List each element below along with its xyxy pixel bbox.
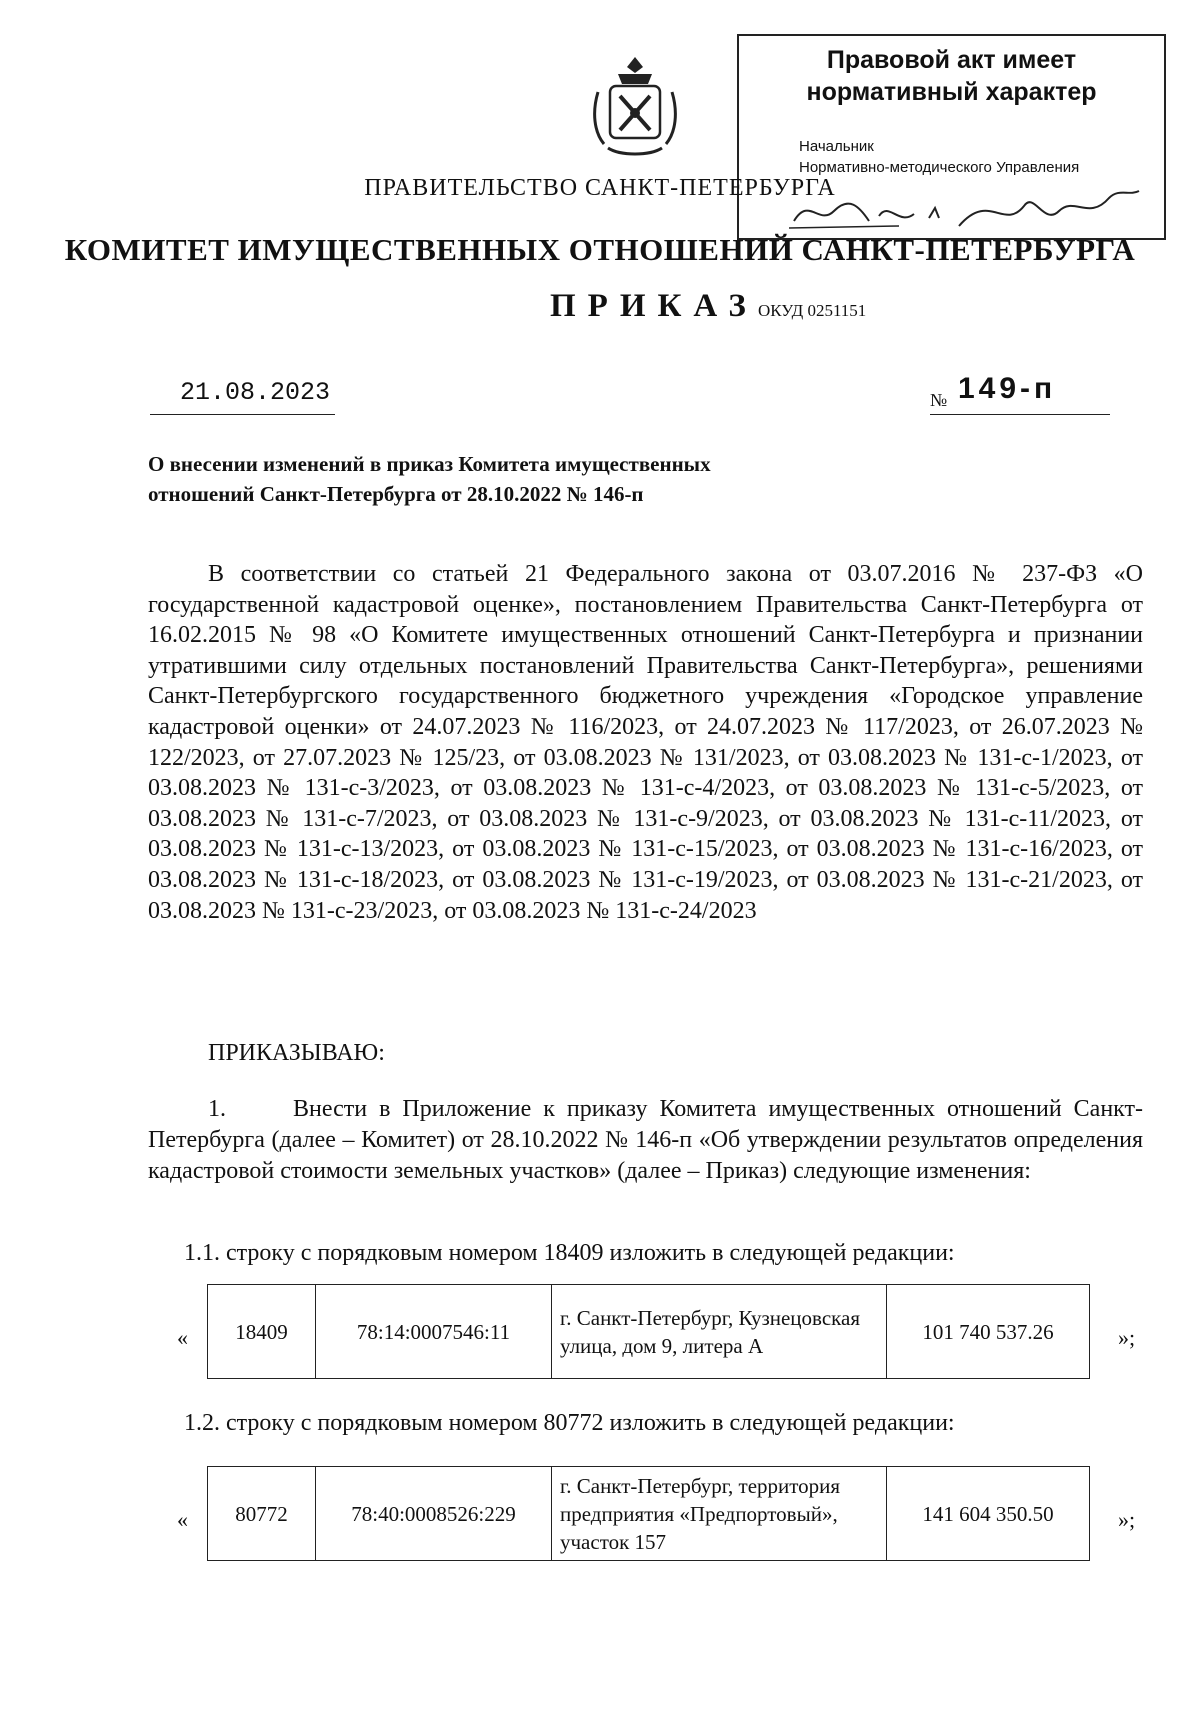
amendment-row-table [207,1466,1090,1561]
stamp-department: Нормативно-методического Управления [799,159,1080,176]
stamp-position: Начальник [799,138,874,155]
document-type: ПРИКАЗ [550,288,758,324]
order-number: 149-п [958,372,1057,405]
row-close-quote: »; [1118,1325,1136,1350]
normative-stamp [737,34,1166,240]
subitem-1-1: 1.1. строку с порядковым номером 18409 изложить в следующей редакции: [184,1240,955,1266]
row-index: 18409 [208,1285,316,1379]
row-cadastral-value: 101 740 537.26 [887,1285,1090,1379]
row-address: г. Санкт-Петербург, Кузнецовская улица, дом 9, литера А [552,1285,887,1379]
item-text: Внести в Приложение к приказу Комитета имущественных отношений Санкт-Петербурга (далее – Комитет) от 28.10.2022 № 146-п «Об утверждении результатов определения кадастровой стоимости земельных участков» (далее – Приказ) следующие изменения: [148,1096,1143,1184]
subitem-1-2: 1.2. строку с порядковым номером 80772 изложить в следующей редакции: [184,1410,955,1436]
coat-of-arms-emblem [590,52,680,162]
stamp-signatory [799,136,1079,178]
number-underline [930,414,1110,415]
government-heading: ПРАВИТЕЛЬСТВО САНКТ-ПЕТЕРБУРГА [364,175,836,201]
order-directive: ПРИКАЗЫВАЮ: [208,1040,385,1066]
committee-heading: КОМИТЕТ ИМУЩЕСТВЕННЫХ ОТНОШЕНИЙ САНКТ-ПЕТЕРБУРГА [64,232,1136,267]
order-item-1 [148,1094,1143,1187]
row-address: г. Санкт-Петербург, территория предприятия «Предпортовый», участок 157 [552,1467,887,1561]
date-underline [150,414,335,415]
okud-code: ОКУД 0251151 [758,301,867,320]
row-cadastral-number: 78:40:0008526:229 [316,1467,552,1561]
row-cadastral-value: 141 604 350.50 [887,1467,1090,1561]
table-row [208,1285,1090,1379]
order-date: 21.08.2023 [180,378,331,407]
item-number: 1. [208,1096,226,1122]
table-row [208,1467,1090,1561]
row-close-quote: »; [1118,1507,1136,1532]
row-open-quote: « [177,1507,188,1532]
stamp-title: Правовой акт имеет нормативный характер [806,46,1097,106]
row-index: 80772 [208,1467,316,1561]
row-open-quote: « [177,1325,188,1350]
row-cadastral-number: 78:14:0007546:11 [316,1285,552,1379]
amendment-row-table [207,1284,1090,1379]
preamble-paragraph: В соответствии со статьей 21 Федерального закона от 03.07.2016 № 237-ФЗ «О государственной кадастровой оценке», постановлением Правительства Санкт-Петербурга от 16.02.2015 № 98 «О Комитете имущественных отношений Санкт-Петербурга и признании утратившими силу отдельных постановлений Правительства Санкт-Петербурга», решениями Санкт-Петербургского государственного бюджетного учреждения «Городское управление кадастровой оценки» от 24.07.2023 № 116/2023, от 24.07.2023 № 117/2023, от 26.07.2023 № 122/2023, от 27.07.2023 № 125/23, от 03.08.2023 № 131/2023, от 03.08.2023 № 131-с-1/2023, от 03.08.2023 № 131-с-3/2023, от 03.08.2023 № 131-с-4/2023, от 03.08.2023 № 131-с-5/2023, от 03.08.2023 № 131-с-7/2023, от 03.08.2023 № 131-с-9/2023, от 03.08.2023 № 131-с-11/2023, от 03.08.2023 № 131-с-13/2023, от 03.08.2023 № 131-с-15/2023, от 03.08.2023 № 131-с-16/2023, от 03.08.2023 № 131-с-18/2023, от 03.08.2023 № 131-с-19/2023, от 03.08.2023 № 131-с-21/2023, от 03.08.2023 № 131-с-23/2023, от 03.08.2023 № 131-с-24/2023 [148,561,1143,924]
number-label: № [930,390,948,410]
order-subject: О внесении изменений в приказ Комитета имущественных отношений Санкт-Петербурга от 28.10.2022 № 146-п [148,452,711,506]
